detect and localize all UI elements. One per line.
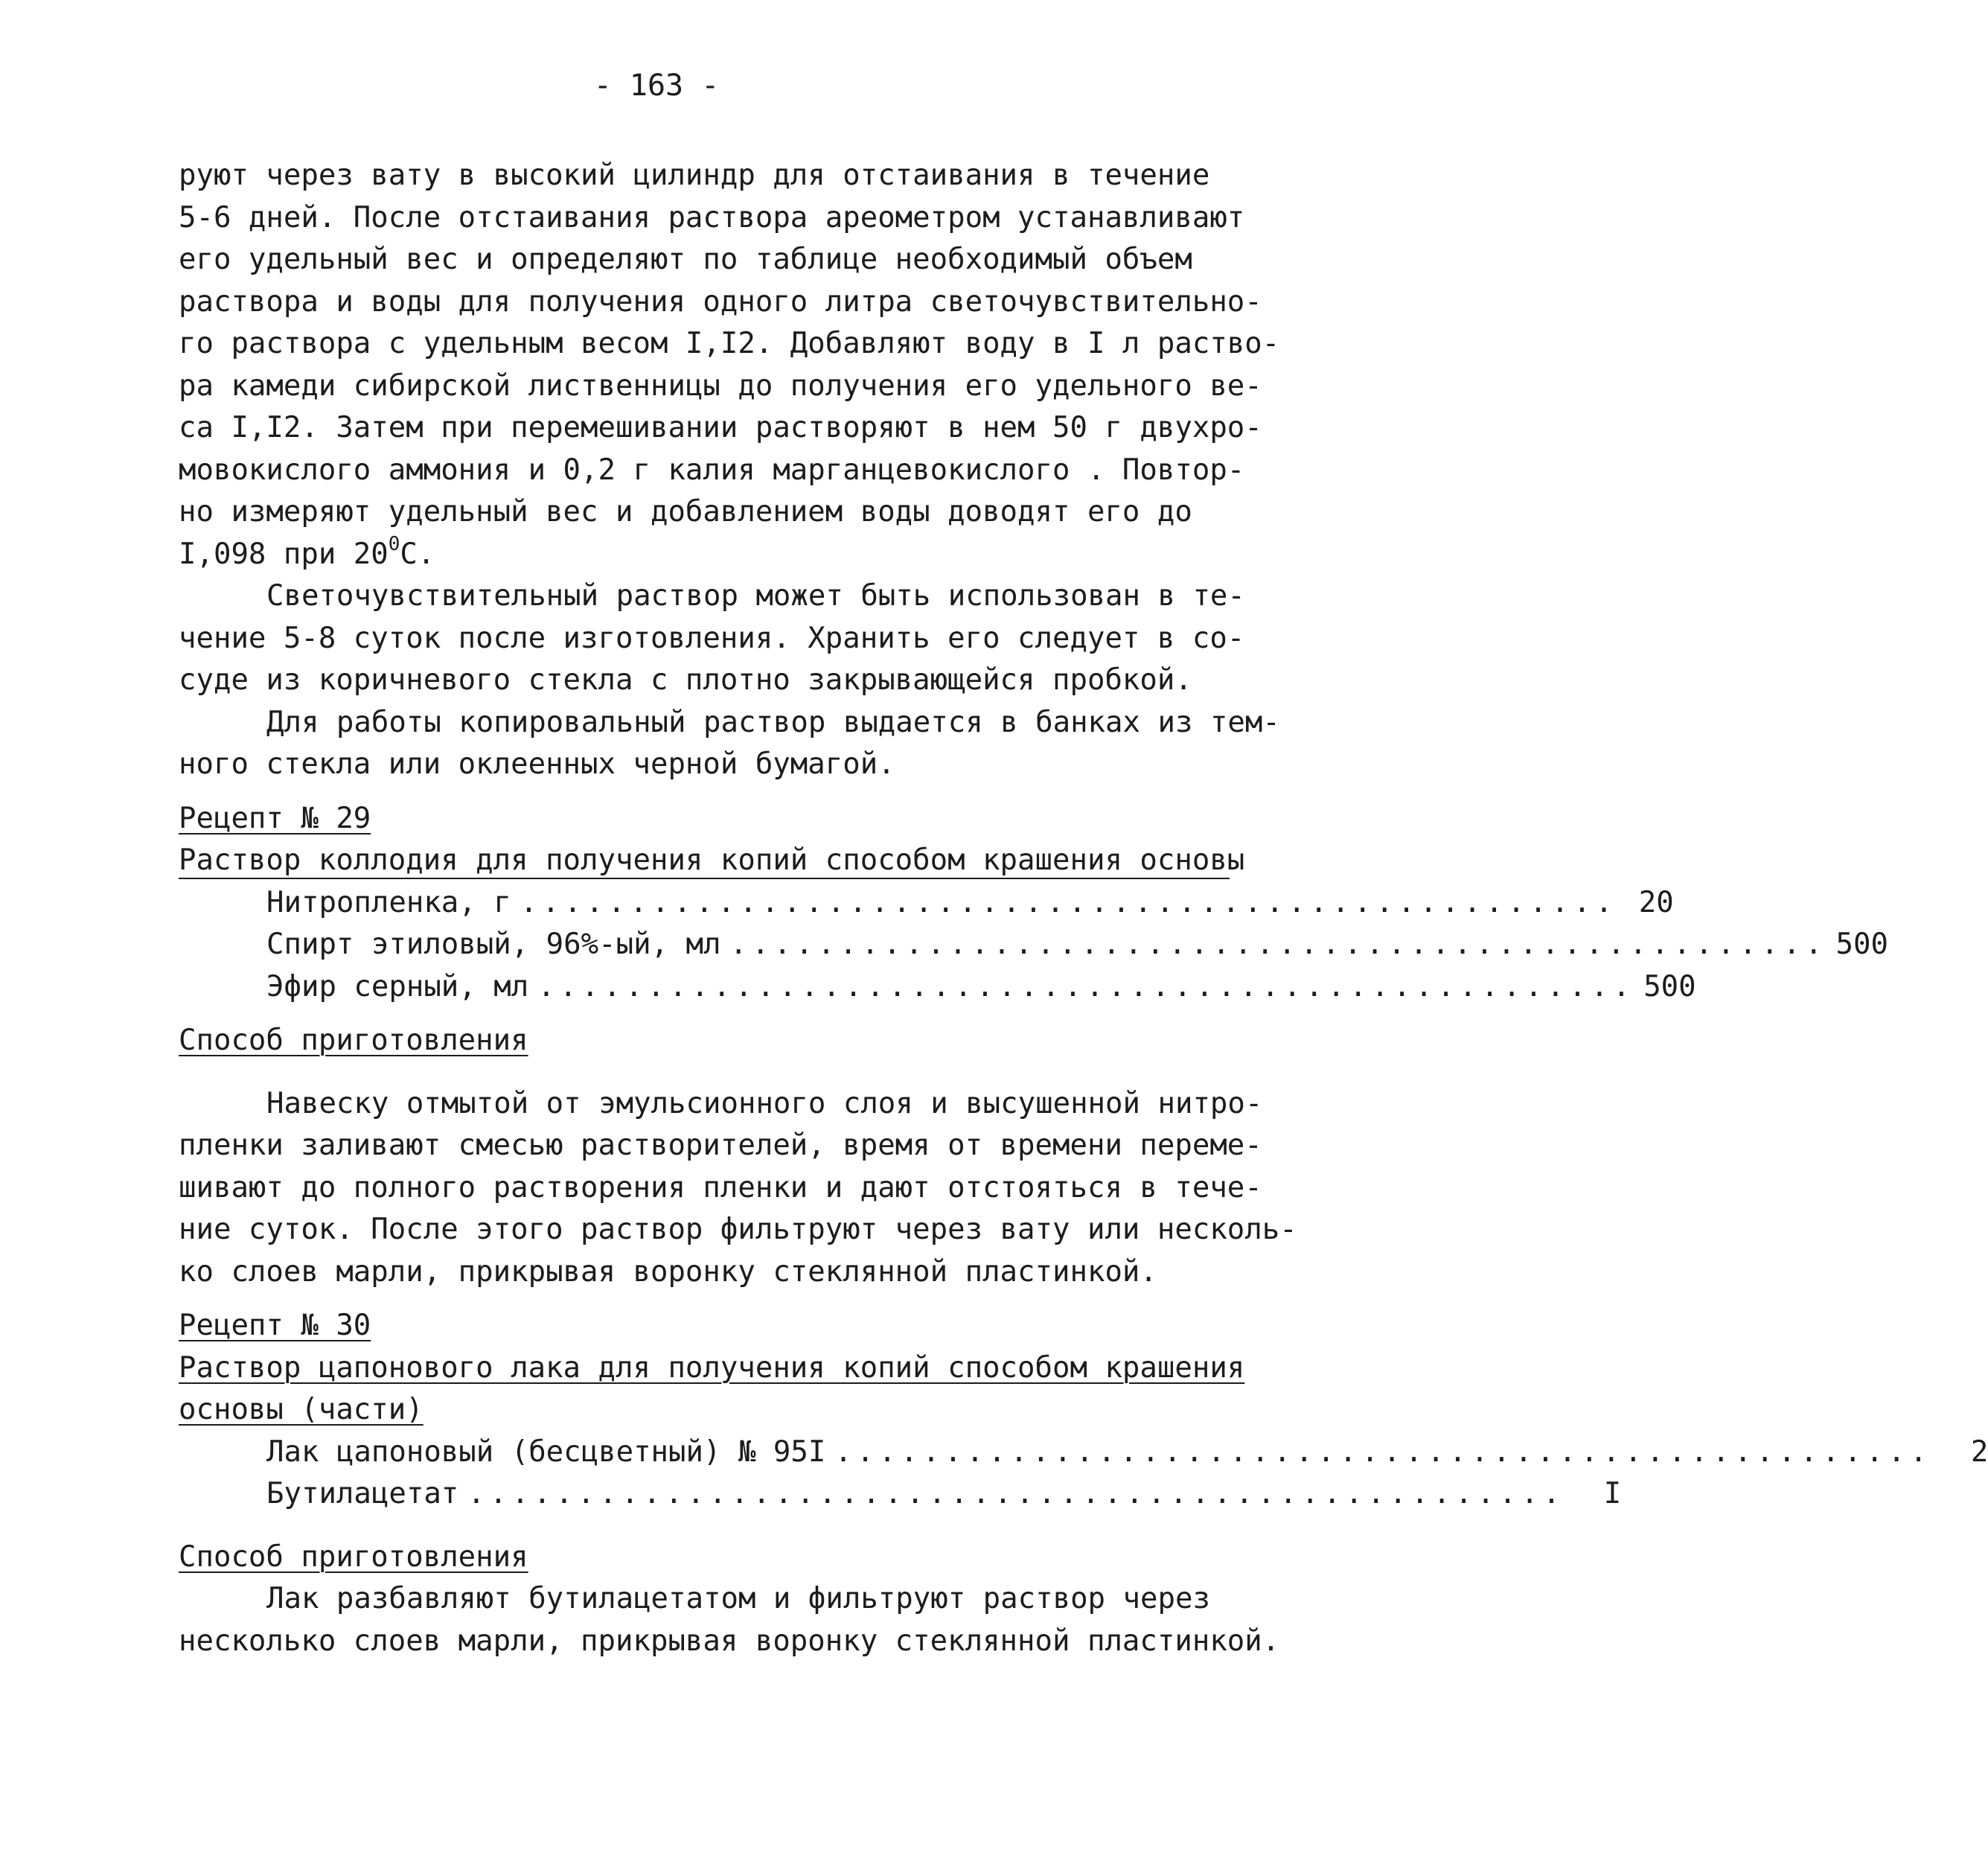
paragraph-line: раствора и воды для получения одного литра светочувствительно- [179, 284, 1262, 319]
recipe-29 [179, 798, 1888, 1294]
recipe-title: Раствор коллодия для получения копий способом крашения основы [179, 843, 1245, 877]
temperature-unit: С. [400, 537, 435, 571]
paragraph-line: пленки заливают смесью растворителей, время от времени переме- [179, 1129, 1262, 1162]
ingredient-list [179, 1432, 1988, 1516]
recipe-title-continued: основы (части) [179, 1393, 424, 1426]
paragraph-line: Для работы копировальный раствор выдается в банках из тем- [266, 705, 1280, 739]
ingredient-row [179, 966, 1696, 1009]
ingredient-name: Эфир серный, мл [266, 969, 529, 1003]
method-paragraph [179, 1083, 1297, 1294]
ingredient-row [179, 1432, 1988, 1474]
page-body [179, 155, 1988, 1662]
ingredient-row [179, 1473, 1622, 1516]
paragraph-line: ко слоев марли, прикрывая воронку стеклянной пластинкой. [179, 1254, 1157, 1289]
dot-leader: .................................................. [834, 1435, 1932, 1469]
method-heading: Способ приготовления [179, 1539, 528, 1574]
page-number: - 163 - [593, 68, 720, 103]
ingredient-name: Лак цапоновый (бесцветный) № 95I [266, 1435, 826, 1469]
paragraph-line: ного стекла или оклеенных черной бумагой. [179, 747, 895, 781]
paragraph-line: его удельный вес и определяют по таблице необходимый объем [179, 243, 1192, 276]
ingredient-name: Бутилацетат [266, 1477, 459, 1510]
paragraph-line: ра камеди сибирской лиственницы до получения его удельного ве- [179, 368, 1262, 403]
ingredient-row [179, 924, 1888, 966]
dot-leader: .................................................. [467, 1477, 1565, 1510]
ingredient-quantity: 500 [1643, 969, 1696, 1003]
recipe-heading: Рецепт № 29 [179, 801, 371, 835]
paragraph-line: несколько слоев марли, прикрывая воронку стеклянной пластинкой. [179, 1624, 1280, 1658]
paragraph-line: Навеску отмытой от эмульсионного слоя и высушенной нитро- [266, 1086, 1263, 1120]
ingredient-quantity: I [1603, 1477, 1622, 1510]
paragraph-line: 5-6 дней. После отстаивания раствора ареометром устанавливают [179, 200, 1245, 234]
paragraph-line: Лак разбавляют бутилацетатом и фильтруют раствор через [266, 1582, 1210, 1615]
paragraph-line: суде из коричневого стекла с плотно закрывающейся пробкой. [179, 663, 1192, 697]
recipe-30 [179, 1305, 1988, 1662]
ingredient-name: Спирт этиловый, 96%-ый, мл [266, 928, 721, 961]
dot-leader: .................................................. [729, 928, 1827, 961]
dot-leader: .................................................. [537, 969, 1635, 1003]
ingredient-quantity: 500 [1835, 928, 1888, 961]
ingredient-quantity: 2 [1970, 1435, 1988, 1469]
recipe-heading: Рецепт № 30 [179, 1309, 371, 1342]
paragraph-line: шивают до полного растворения пленки и дают отстояться в тече- [179, 1170, 1262, 1204]
paragraph-line: го раствора с удельным весом I,I2. Добавляют воду в I л раство- [179, 327, 1280, 360]
paragraph-line: мовокислого аммония и 0,2 г калия марганцевокислого . Повтор- [179, 453, 1245, 487]
temperature-text: I,098 при 20 [179, 537, 389, 571]
issue-paragraph [179, 702, 1280, 786]
paragraph-line: руют через вату в высокий цилиндр для отстаивания в течение [179, 159, 1210, 192]
intro-paragraph [179, 155, 1280, 575]
paragraph-line-temperature [179, 534, 1265, 576]
recipe-title: Раствор цапонового лака для получения копий способом крашения [179, 1350, 1245, 1385]
ingredient-list [179, 882, 1888, 1009]
paragraph-line: са I,I2. Затем при перемешивании растворяют в нем 50 г двухро- [179, 411, 1262, 444]
ingredient-quantity: 20 [1638, 885, 1674, 919]
storage-paragraph [179, 575, 1265, 702]
method-heading: Способ приготовления [179, 1024, 528, 1057]
paragraph-line: чение 5-8 суток после изготовления. Хранить его следует в со- [179, 621, 1245, 655]
paragraph-line: ние суток. После этого раствор фильтруют через вату или несколь- [179, 1213, 1297, 1246]
ingredient-name: Нитропленка, г [266, 885, 511, 919]
dot-leader: .................................................. [520, 885, 1617, 919]
paragraph-line: но измеряют удельный вес и добавлением воды доводят его до [179, 495, 1192, 529]
degree-superscript: 0 [388, 532, 400, 555]
ingredient-row [179, 882, 1674, 925]
method-paragraph [179, 1578, 1280, 1662]
paragraph-line: Светочувствительный раствор может быть использован в те- [266, 579, 1245, 613]
